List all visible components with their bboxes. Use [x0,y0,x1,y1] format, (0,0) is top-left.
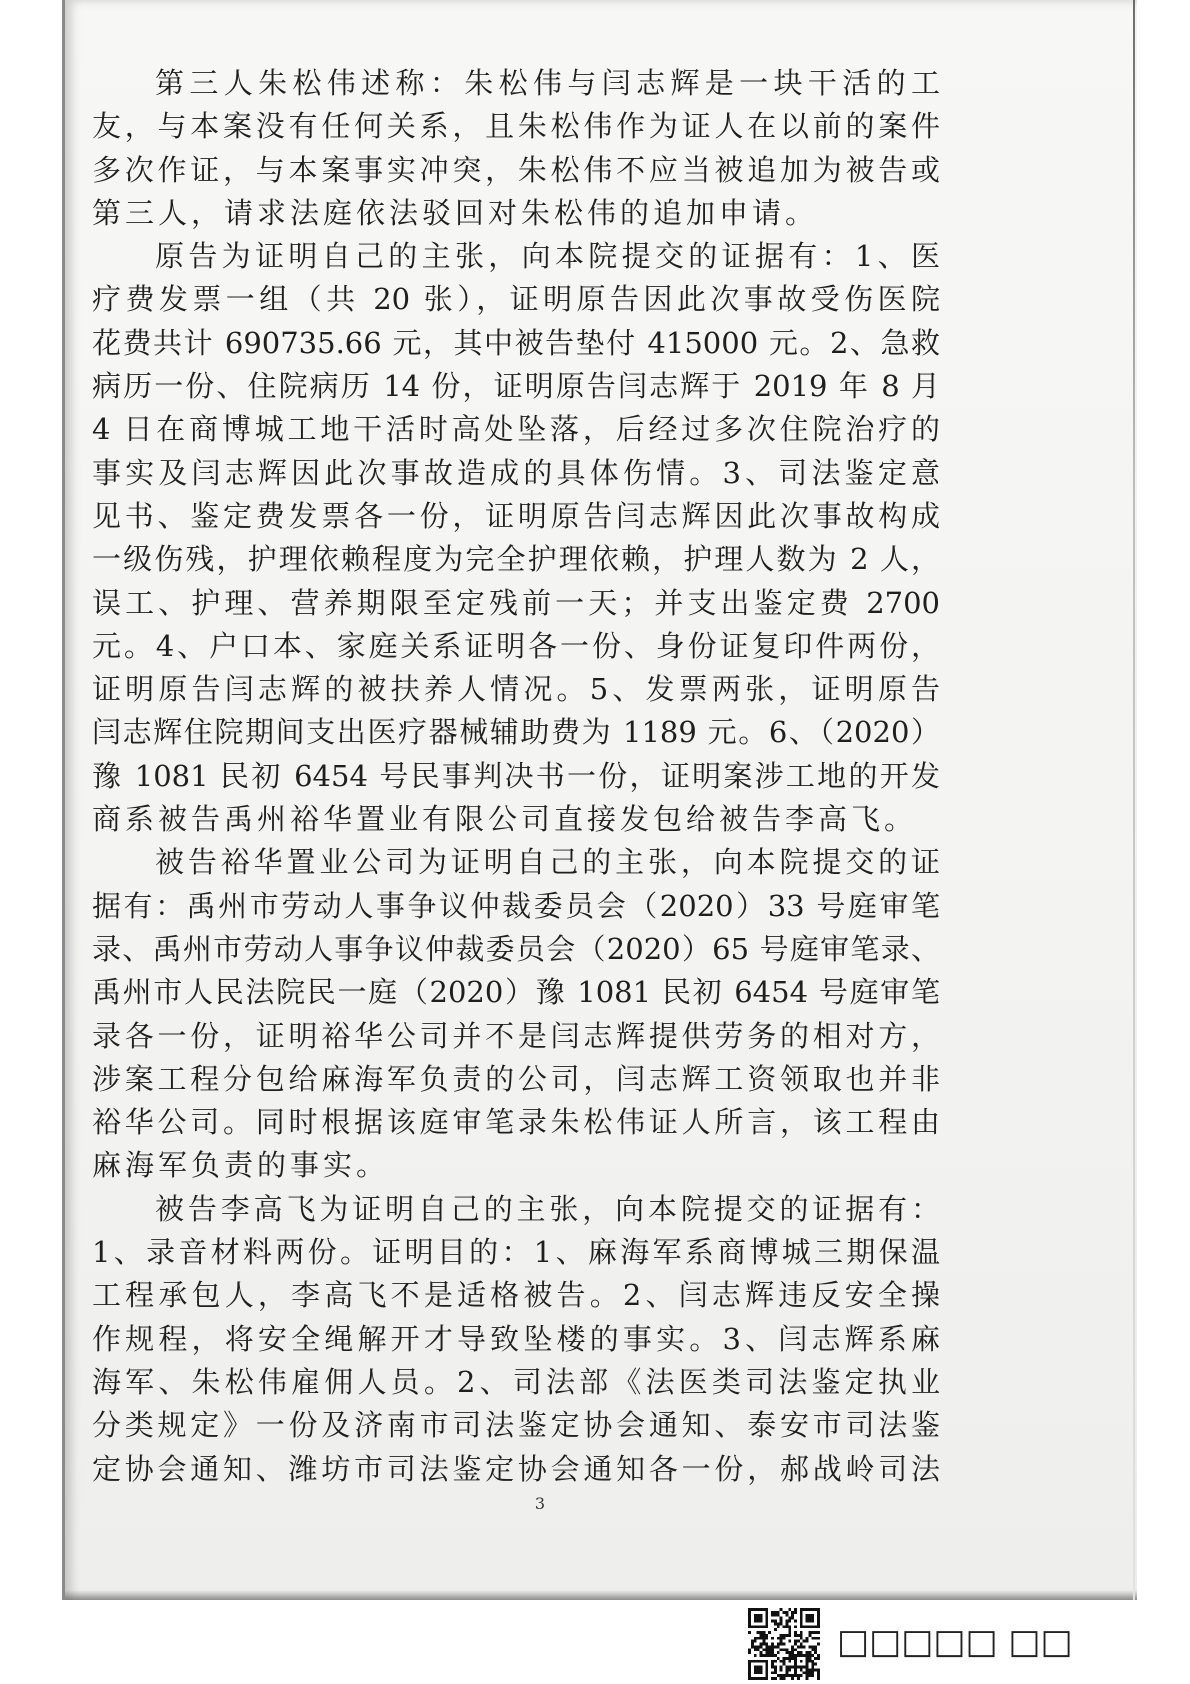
text-line: 事实及闫志辉因此次事故造成的具体伤情。3、司法鉴定意 [92,455,940,490]
text-line: 多次作证，与本案事实冲突，朱松伟不应当被追加为被告或 [92,152,940,187]
text-line: 被告李高飞为证明自己的主张，向本院提交的证据有： [155,1191,940,1226]
text-line: 第三人朱松伟述称：朱松伟与闫志辉是一块干活的工 [155,66,940,100]
text-line: 元。4、户口本、家庭关系证明各一份、身份证复印件两份， [92,628,940,663]
footer-label: □□□□□ □□ [837,1622,1073,1662]
text-line: 友，与本案没有任何关系，且朱松伟作为证人在以前的案件 [92,109,940,144]
scan-right-edge [1133,0,1135,1600]
text-line: 商系被告禹州裕华置业有限公司直接发包给被告李高飞。 [92,802,918,837]
text-line: 录各一份，证明裕华公司并不是闫志辉提供劳务的相对方， [92,1018,940,1053]
text-line: 工程承包人，李高飞不是适格被告。2、闫志辉违反安全操 [92,1278,940,1313]
text-line: 裕华公司。同时根据该庭审笔录朱松伟证人所言，该工程由 [92,1105,940,1140]
text-line: 见书、鉴定费发票各一份，证明原告闫志辉因此次事故构成 [92,498,940,533]
text-line: 闫志辉住院期间支出医疗器械辅助费为 1189 元。6、（2020） [92,715,940,750]
text-line: 作规程，将安全绳解开才导致坠楼的事实。3、闫志辉系麻 [92,1321,940,1356]
text-line: 证明原告闫志辉的被扶养人情况。5、发票两张，证明原告 [92,672,940,707]
text-line: 分类规定》一份及济南市司法鉴定协会通知、泰安市司法鉴 [92,1408,940,1443]
text-line: 疗费发票一组（共 20 张），证明原告因此次事故受伤医院 [92,282,940,317]
text-line: 海军、朱松伟雇佣人员。2、司法部《法医类司法鉴定执业 [92,1364,940,1399]
text-line: 1、录音材料两份。证明目的：1、麻海军系商博城三期保温 [92,1235,940,1270]
text-line: 录、禹州市劳动人事争议仲裁委员会（2020）65 号庭审笔录、 [92,931,940,966]
text-line: 据有：禹州市劳动人事争议仲裁委员会（2020）33 号庭审笔 [92,888,940,923]
text-line: 被告裕华置业公司为证明自己的主张，向本院提交的证 [155,845,940,880]
text-line: 涉案工程分包给麻海军负责的公司，闫志辉工资领取也并非 [92,1061,940,1096]
text-line: 第三人，请求法庭依法驳回对朱松伟的追加申请。 [92,195,819,230]
text-line: 病历一份、住院病历 14 份，证明原告闫志辉于 2019 年 8 月 [92,369,940,404]
text-line: 花费共计 690735.66 元，其中被告垫付 415000 元。2、急救 [92,325,940,360]
text-line: 禹州市人民法院民一庭（2020）豫 1081 民初 6454 号庭审笔 [92,975,940,1010]
text-line: 原告为证明自己的主张，向本院提交的证据有：1、医 [155,239,940,274]
document-body [92,62,940,1491]
qr-code [748,1608,820,1680]
text-line: 定协会通知、潍坊市司法鉴定协会通知各一份，郝战岭司法 [92,1451,940,1486]
text-line: 一级伤残，护理依赖程度为完全护理依赖，护理人数为 2 人， [92,542,940,577]
text-line: 4 日在商博城工地干活时高处坠落，后经过多次住院治疗的 [92,412,940,447]
page-number: 3 [534,1494,546,1513]
text-line: 麻海军负责的事实。 [92,1148,390,1183]
text-line: 豫 1081 民初 6454 号民事判决书一份，证明案涉工地的开发 [92,758,940,793]
text-line: 误工、护理、营养期限至定残前一天；并支出鉴定费 2700 [92,585,940,620]
